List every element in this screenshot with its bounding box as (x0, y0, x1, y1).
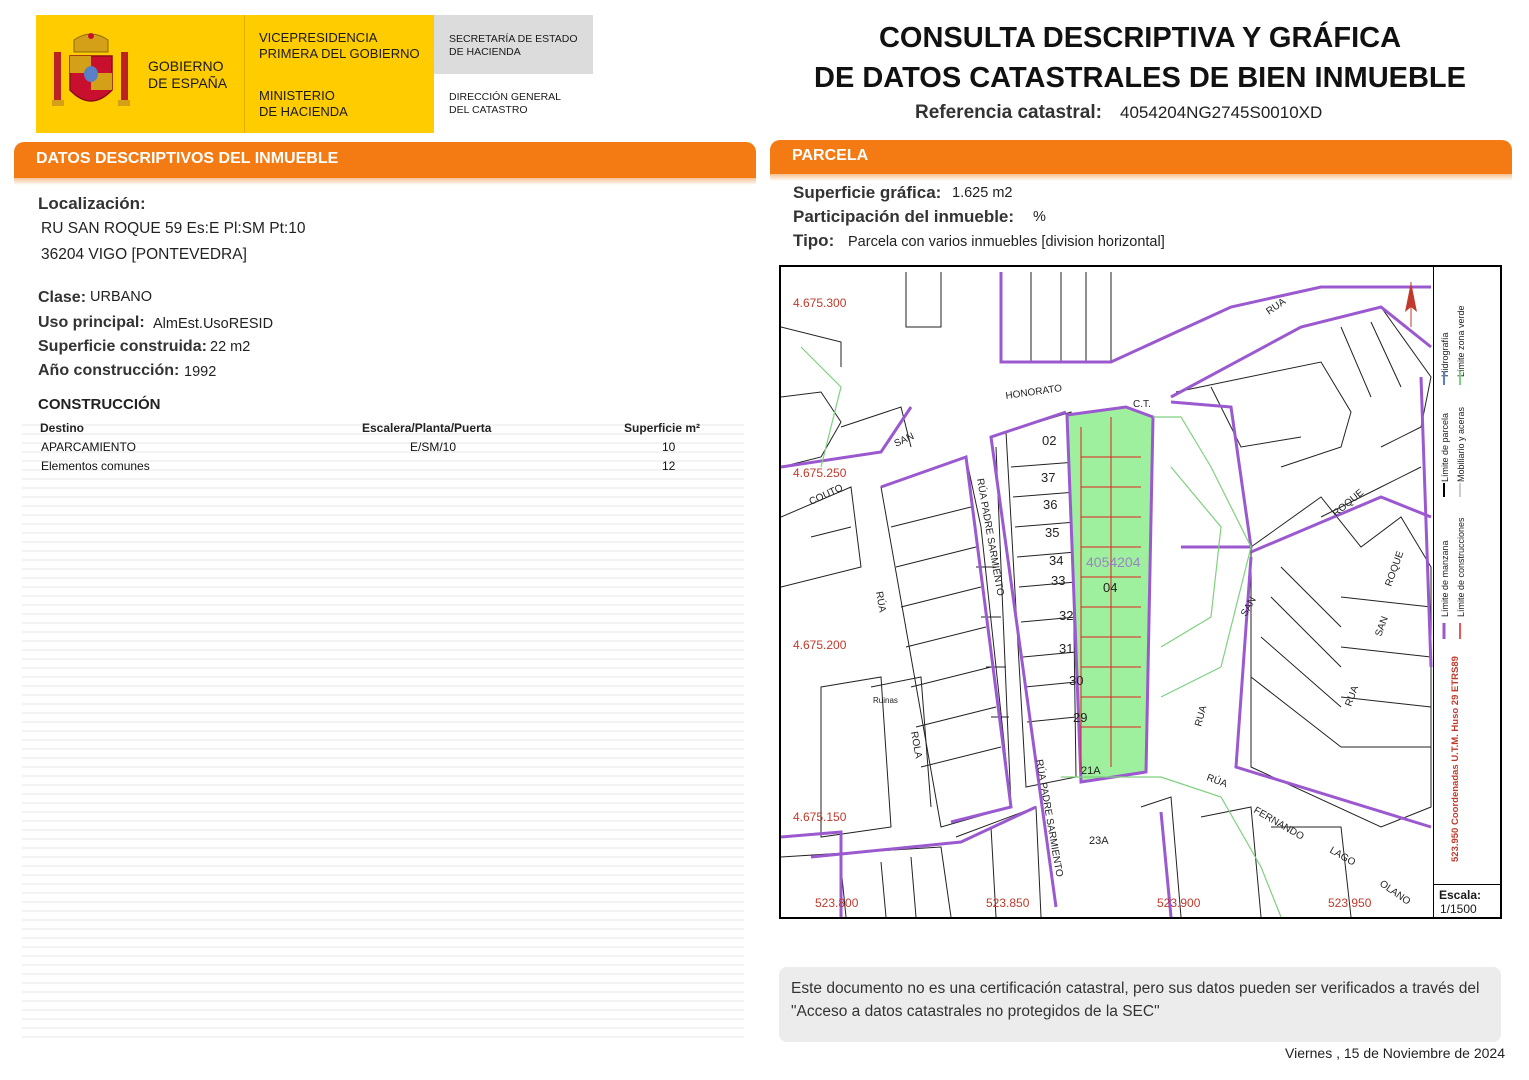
legend-manzana: Límite de manzana (1440, 540, 1450, 617)
document-date: Viernes , 15 de Noviembre de 2024 (1285, 1045, 1505, 1061)
datos-descriptivos-bar (14, 142, 756, 178)
street-label: ROQUE (1330, 487, 1367, 520)
construccion-title: CONSTRUCCIÓN (38, 396, 161, 413)
street-label: SAN (1239, 595, 1259, 619)
street-label: COUTO (807, 482, 845, 508)
unit-label: 29 (1073, 710, 1088, 725)
uso-principal-value: AlmEst.UsoRESID (153, 316, 274, 332)
ref-catastral-label: Referencia catastral: (915, 102, 1102, 123)
street-label: LAGO (1327, 845, 1358, 869)
scale-label: Escala: (1439, 888, 1482, 902)
unit-label: 34 (1049, 553, 1064, 568)
superficie-grafica-label: Superficie gráfica: (793, 183, 942, 202)
ref-catastral-value: 4054204NG2745S0010XD (1120, 103, 1323, 122)
unit-label: 21A (1081, 765, 1101, 777)
legend-coords: 523.950 Coordenadas U.T.M. Huso 29 ETRS89 (1450, 656, 1461, 862)
street-label: C.T. (1133, 399, 1151, 410)
bar-shadow (14, 178, 756, 185)
localizacion-line1: RU SAN ROQUE 59 Es:E Pl:SM Pt:10 (41, 220, 306, 237)
coord-label: 4.675.200 (793, 638, 847, 652)
parcela-bar (770, 140, 1512, 174)
legend-hidrografia: Hidrografía (1440, 332, 1450, 377)
map-legend (1433, 267, 1500, 917)
clase-label: Clase: (38, 289, 87, 306)
coord-label: 523.900 (1157, 896, 1201, 910)
coord-label: 4.675.150 (793, 810, 847, 824)
tipo-label: Tipo: (793, 231, 835, 250)
table-row-destino: APARCAMIENTO (41, 440, 136, 454)
coat-of-arms-icon (50, 28, 132, 116)
street-label: Ruinas (873, 696, 898, 705)
scale-box (1433, 884, 1500, 917)
unit-label: 31 (1059, 641, 1074, 656)
unit-label: 36 (1043, 497, 1058, 512)
coord-label: 523.850 (986, 896, 1030, 910)
unit-label: 37 (1041, 470, 1056, 485)
cadastral-map[interactable] (779, 265, 1502, 919)
legend-parcela: Límite de parcela (1440, 412, 1450, 482)
datos-descriptivos-title: DATOS DESCRIPTIVOS DEL INMUEBLE (36, 150, 339, 167)
uso-principal-label: Uso principal: (38, 314, 145, 331)
parcela-title: PARCELA (792, 147, 869, 164)
north-arrow-icon (1405, 282, 1417, 327)
coord-label: 523.800 (815, 896, 859, 910)
anio-construccion-label: Año construcción: (38, 362, 180, 379)
table-row-superficie: 10 (662, 440, 676, 454)
street-label: FERNANDO (1251, 805, 1306, 843)
unit-label: 35 (1045, 525, 1060, 540)
table-row-destino: Elementos comunes (41, 459, 150, 473)
page-title: CONSULTA DESCRIPTIVA Y GRÁFICA DE DATOS CATASTRALES DE BIEN INMUEBLE (814, 22, 1466, 94)
street-label: ROQUE (1383, 549, 1407, 589)
unit-label: 04 (1103, 580, 1118, 595)
header-divider (244, 15, 245, 133)
unit-label: 4054204 (1086, 554, 1141, 570)
unit-label: 23A (1089, 835, 1109, 847)
disclaimer-note: Este documento no es una certificación catastral, pero sus datos pueden ser verificados a través del "Acceso a datos catastrales no protegidos de la SEC" (779, 967, 1501, 1042)
street-label: RUA (1264, 296, 1289, 318)
col-escalera-header: Escalera/Planta/Puerta (362, 421, 492, 435)
superficie-grafica-value: 1.625 m2 (952, 185, 1013, 201)
localizacion-label: Localización: (38, 194, 146, 213)
ministerio-text: MINISTERIO DE HACIENDA (259, 88, 348, 119)
street-label: SAN (892, 431, 916, 450)
localizacion-line2: 36204 VIGO [PONTEVEDRA] (41, 246, 247, 263)
street-label: RÚA PADRE SARMIENTO (1033, 758, 1065, 878)
street-label: RUA (1343, 684, 1362, 709)
participacion-label: Participación del inmueble: (793, 207, 1015, 226)
scale-value: 1/1500 (1440, 902, 1477, 916)
tipo-value: Parcela con varios inmuebles [division horizontal] (848, 234, 1165, 250)
col-superficie-header: Superficie m² (624, 421, 701, 435)
legend-drawing (1434, 267, 1501, 884)
street-label: RÚA (1204, 772, 1229, 791)
gobierno-espana-text: GOBIERNO DE ESPAÑA (148, 58, 228, 91)
secretaria-text: SECRETARÍA DE ESTADO DE HACIENDA (449, 33, 578, 58)
table-row-superficie: 12 (662, 459, 676, 473)
street-label: ROLA (908, 730, 924, 760)
coord-label: 4.675.250 (793, 466, 847, 480)
street-label: HONORATO (1004, 383, 1063, 402)
construccion-table (22, 417, 744, 1039)
coord-label: 523.950 (1328, 896, 1372, 910)
map-drawing (781, 267, 1435, 917)
street-label: RUA (1193, 704, 1210, 728)
street-label: RÚA PADRE SARMIENTO (974, 477, 1006, 597)
coord-label: 4.675.300 (793, 296, 847, 310)
unit-label: 30 (1069, 673, 1084, 688)
street-label: RÚA (873, 590, 888, 614)
street-label: OLANO (1377, 878, 1413, 908)
unit-label: 32 (1059, 608, 1074, 623)
legend-mobiliario: Mobiliario y aceras (1456, 406, 1466, 482)
street-label: SAN (1373, 614, 1391, 639)
participacion-value: % (1033, 209, 1046, 225)
clase-value: URBANO (90, 289, 153, 305)
superficie-construida-label: Superficie construida: (38, 338, 207, 355)
anio-construccion-value: 1992 (184, 364, 217, 380)
col-destino-header: Destino (40, 421, 85, 435)
legend-construcciones: Límite de construcciones (1456, 517, 1466, 617)
legend-zona-verde: Límite zona verde (1456, 305, 1466, 377)
table-row-escalera: E/SM/10 (410, 440, 457, 454)
bar-shadow (770, 174, 1512, 181)
unit-label: 33 (1051, 573, 1066, 588)
direccion-text: DIRECCIÓN GENERAL DEL CATASTRO (449, 91, 562, 116)
unit-label: 02 (1042, 433, 1057, 448)
vicepresidencia-text: VICEPRESIDENCIA PRIMERA DEL GOBIERNO (259, 30, 420, 61)
superficie-construida-value: 22 m2 (210, 339, 251, 355)
